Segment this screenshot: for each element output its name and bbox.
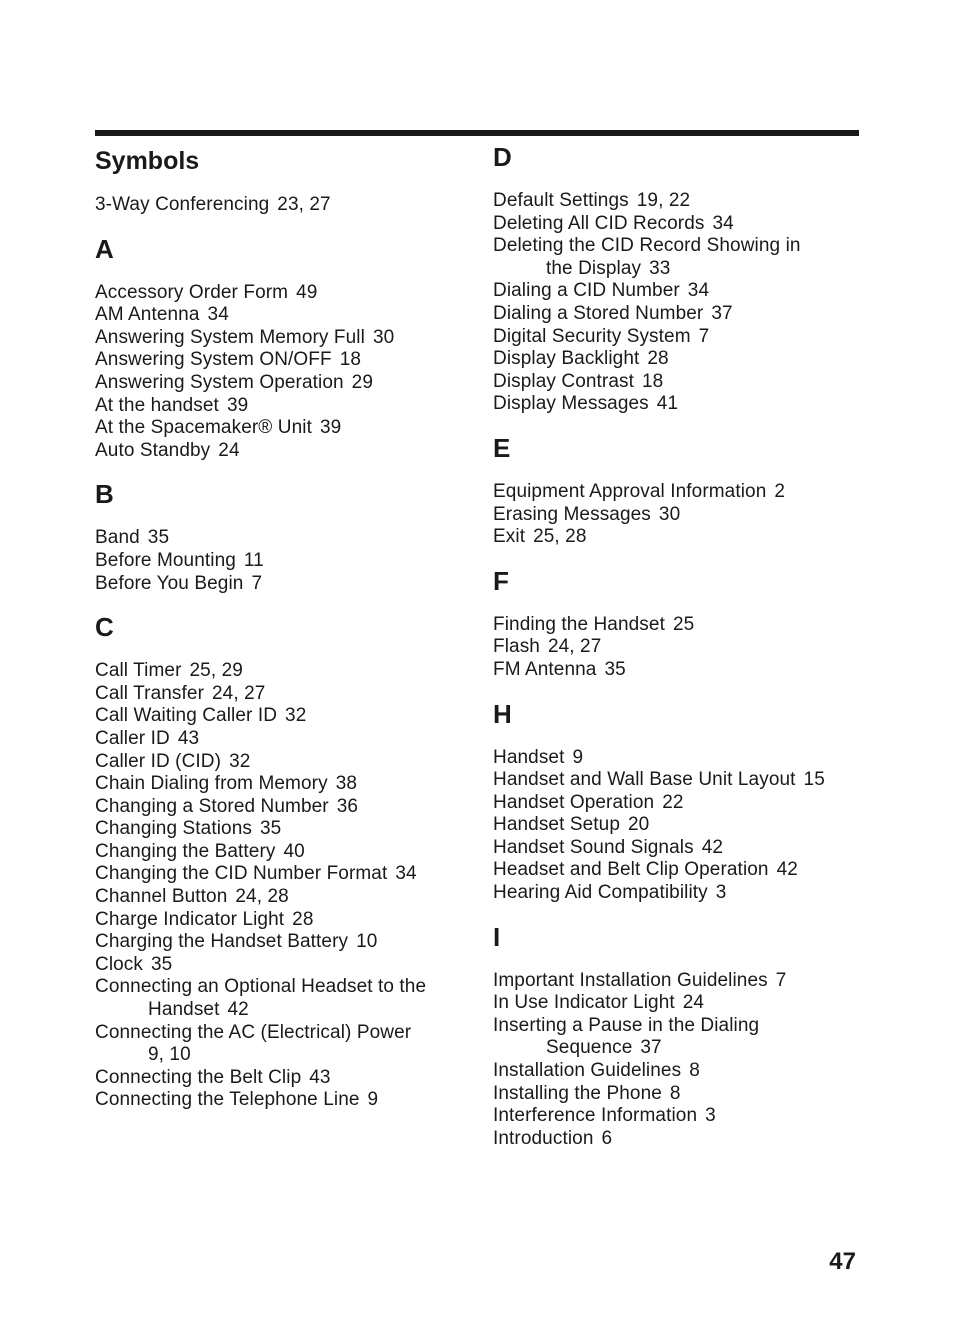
entry-term: Caller ID xyxy=(95,727,170,749)
entry-page-refs: 22 xyxy=(662,791,684,813)
entry-term: Handset and Wall Base Unit Layout xyxy=(493,769,796,791)
entry-page-refs: 24 xyxy=(682,992,705,1014)
index-entry xyxy=(493,814,859,837)
entry-page-refs: 32 xyxy=(285,705,307,727)
entry-term: Important Installation Guidelines xyxy=(493,969,768,991)
entry-page-refs: 40 xyxy=(283,840,305,862)
entry-term: Deleting the CID Record Showing in xyxy=(493,235,801,257)
index-section-symbols xyxy=(95,146,475,217)
index-entry xyxy=(95,863,475,886)
entry-term: Auto Standby xyxy=(95,439,211,461)
entry-term-continued: Sequence xyxy=(546,1037,633,1059)
index-entry xyxy=(493,481,859,504)
index-entry xyxy=(95,573,475,596)
entry-page-refs: 32 xyxy=(229,750,251,772)
entry-term: Flash xyxy=(493,636,540,658)
entry-term: Channel Button xyxy=(95,886,228,908)
section-heading: I xyxy=(493,921,501,952)
index-entry xyxy=(95,886,475,909)
index-section-c xyxy=(95,612,475,1112)
index-entry xyxy=(95,818,475,841)
entry-page-refs: 28 xyxy=(292,908,314,930)
section-heading: H xyxy=(493,698,512,729)
index-entry xyxy=(493,636,859,659)
index-entry xyxy=(493,1128,859,1151)
entry-page-refs: 34 xyxy=(207,304,229,326)
index-entry-list xyxy=(95,282,475,463)
index-entry xyxy=(95,327,475,350)
entry-page-refs: 37 xyxy=(711,302,733,324)
index-entry xyxy=(493,348,859,371)
entry-page-refs: 7 xyxy=(251,572,263,594)
entry-page-refs: 34 xyxy=(712,212,734,234)
index-entry xyxy=(493,371,859,394)
index-entry xyxy=(493,213,859,236)
entry-page-refs: 3 xyxy=(705,1105,716,1127)
index-entry xyxy=(493,792,859,815)
index-entry xyxy=(95,527,475,550)
entry-term: At the Spacemaker® Unit xyxy=(95,417,312,439)
index-entry xyxy=(493,859,859,882)
index-entry xyxy=(95,954,475,977)
entry-term-continued: Handset xyxy=(148,999,220,1021)
entry-term: Charge Indicator Light xyxy=(95,908,285,930)
index-entry xyxy=(95,1067,475,1090)
entry-term: Default Settings xyxy=(493,190,629,211)
index-entry-list xyxy=(493,614,859,682)
index-entry-list xyxy=(493,747,859,905)
index-entry-list xyxy=(95,660,475,1112)
entry-page-refs: 36 xyxy=(336,795,359,817)
entry-page-refs: 7 xyxy=(775,969,787,991)
entry-term: Accessory Order Form xyxy=(95,281,289,303)
index-entry xyxy=(493,992,859,1015)
index-entry xyxy=(95,796,475,819)
entry-page-refs: 33 xyxy=(649,257,671,279)
index-entry xyxy=(95,751,475,774)
entry-page-refs: 23, 27 xyxy=(277,194,331,215)
entry-term: Display Backlight xyxy=(493,348,640,370)
entry-page-refs: 11 xyxy=(243,549,264,571)
index-entry xyxy=(95,976,475,1021)
index-entry xyxy=(493,326,859,349)
index-entry xyxy=(493,837,859,860)
entry-term: Changing Stations xyxy=(95,818,252,840)
index-entry xyxy=(95,395,475,418)
entry-term: Call Timer xyxy=(95,660,182,682)
entry-page-refs: 8 xyxy=(689,1060,700,1082)
entry-term: Installing the Phone xyxy=(493,1082,662,1104)
entry-page-refs: 25 xyxy=(672,613,695,635)
entry-page-refs: 37 xyxy=(640,1037,662,1059)
index-entry xyxy=(493,393,859,416)
entry-term: Handset xyxy=(493,746,565,768)
index-column-left xyxy=(95,140,475,1112)
entry-term: Call Transfer xyxy=(95,682,205,704)
entry-term: In Use Indicator Light xyxy=(493,992,675,1014)
entry-term-continued: the Display xyxy=(546,257,642,279)
index-entry xyxy=(95,372,475,395)
entry-term: Answering System ON/OFF xyxy=(95,349,332,371)
entry-page-refs: 42 xyxy=(701,836,724,858)
entry-term: Clock xyxy=(95,953,144,975)
entry-term: Changing a Stored Number xyxy=(95,795,329,817)
entry-page-refs: 35 xyxy=(604,658,626,680)
entry-continuation xyxy=(95,999,475,1022)
index-entry xyxy=(493,882,859,905)
entry-page-refs: 30 xyxy=(658,503,681,525)
index-section-h xyxy=(493,699,859,905)
entry-term: Band xyxy=(95,527,140,549)
index-entry xyxy=(95,931,475,954)
index-section-a xyxy=(95,234,475,463)
entry-term: Exit xyxy=(493,526,526,548)
entry-continuation xyxy=(493,258,859,281)
entry-page-refs: 18 xyxy=(339,349,362,371)
entry-page-refs: 38 xyxy=(335,773,358,795)
entry-term: Finding the Handset xyxy=(493,613,665,635)
section-heading: F xyxy=(493,565,509,596)
entry-term: Caller ID (CID) xyxy=(95,750,222,772)
section-heading: A xyxy=(95,233,114,264)
entry-term: Connecting an Optional Headset to the xyxy=(95,976,427,998)
entry-term: Handset Operation xyxy=(493,791,655,813)
entry-page-refs: 9 xyxy=(572,746,584,768)
index-entry xyxy=(493,1015,859,1060)
index-entry xyxy=(95,194,475,217)
entry-page-refs: 6 xyxy=(601,1127,613,1149)
entry-term: Dialing a Stored Number xyxy=(493,302,704,324)
entry-term: Answering System Operation xyxy=(95,371,344,393)
index-entry xyxy=(95,440,475,463)
index-entry xyxy=(95,660,475,683)
section-heading: B xyxy=(95,479,114,510)
entry-page-refs: 35 xyxy=(147,527,170,549)
index-entry xyxy=(493,235,859,280)
index-entry xyxy=(493,747,859,770)
entry-page-refs: 10 xyxy=(356,931,378,953)
entry-page-refs: 7 xyxy=(698,325,710,347)
index-entry xyxy=(95,282,475,305)
index-entry xyxy=(493,504,859,527)
entry-term: Charging the Handset Battery xyxy=(95,931,349,953)
index-section-i xyxy=(493,922,859,1151)
section-heading: D xyxy=(493,142,512,172)
section-heading: Symbols xyxy=(95,147,200,175)
entry-page-refs: 49 xyxy=(296,281,318,303)
index-entry xyxy=(95,728,475,751)
index-entry xyxy=(95,1089,475,1112)
entry-page-refs: 43 xyxy=(177,727,200,749)
entry-term: Before You Begin xyxy=(95,572,244,594)
page-number: 47 xyxy=(829,1248,856,1275)
index-entry xyxy=(95,773,475,796)
entry-term: Interference Information xyxy=(493,1105,698,1127)
entry-term: Hearing Aid Compatibility xyxy=(493,882,708,904)
entry-term: Equipment Approval Information xyxy=(493,480,767,502)
entry-page-refs: 39 xyxy=(319,417,342,439)
index-entry xyxy=(95,349,475,372)
entry-page-refs: 19, 22 xyxy=(636,190,691,211)
entry-term: Inserting a Pause in the Dialing xyxy=(493,1014,760,1036)
entry-page-refs: 42 xyxy=(776,859,798,881)
index-section-f xyxy=(493,566,859,682)
entry-page-refs: 15 xyxy=(803,769,825,791)
index-entry xyxy=(493,614,859,637)
index-entry xyxy=(493,303,859,326)
entry-term: Connecting the Telephone Line xyxy=(95,1089,360,1111)
index-entry xyxy=(493,526,859,549)
entry-page-refs: 39 xyxy=(226,394,249,416)
entry-page-refs: 24, 28 xyxy=(235,886,289,908)
index-entry xyxy=(493,190,859,213)
index-entry xyxy=(493,1105,859,1128)
entry-page-refs: 34 xyxy=(687,280,710,302)
entry-term: Digital Security System xyxy=(493,325,691,347)
entry-term: Installation Guidelines xyxy=(493,1060,682,1082)
entry-page-refs: 30 xyxy=(372,326,395,348)
index-entry xyxy=(95,705,475,728)
entry-term: Display Messages xyxy=(493,393,649,415)
index-entry xyxy=(95,304,475,327)
entry-continuation xyxy=(95,1044,475,1067)
index-entry-list xyxy=(95,194,475,217)
entry-page-refs: 34 xyxy=(395,863,417,885)
index-entry xyxy=(493,659,859,682)
entry-term: Handset Sound Signals xyxy=(493,836,694,858)
index-entry-list xyxy=(493,190,859,416)
entry-page-refs: 29 xyxy=(351,371,373,393)
index-section-d xyxy=(493,142,859,416)
entry-page-refs: 24, 27 xyxy=(212,682,266,704)
index-entry xyxy=(95,841,475,864)
entry-term: AM Antenna xyxy=(95,304,200,326)
entry-term: Introduction xyxy=(493,1127,594,1149)
entry-page-refs: 20 xyxy=(628,814,650,836)
entry-term: Handset Setup xyxy=(493,814,620,836)
entry-page-refs: 28 xyxy=(647,348,669,370)
entry-term: Chain Dialing from Memory xyxy=(95,773,328,795)
index-entry xyxy=(493,280,859,303)
entry-page-refs: 25, 28 xyxy=(533,526,587,548)
entry-page-refs: 9, 10 xyxy=(148,1044,191,1066)
entry-continuation xyxy=(493,1037,859,1060)
index-entry xyxy=(95,550,475,573)
section-heading: C xyxy=(95,612,114,643)
entry-term: Connecting the Belt Clip xyxy=(95,1066,302,1088)
index-entry xyxy=(95,683,475,706)
entry-term: Headset and Belt Clip Operation xyxy=(493,859,769,881)
entry-page-refs: 24 xyxy=(218,439,240,461)
index-entry xyxy=(95,909,475,932)
entry-page-refs: 2 xyxy=(774,480,786,502)
entry-page-refs: 8 xyxy=(669,1082,681,1104)
index-entry-list xyxy=(493,970,859,1151)
entry-page-refs: 35 xyxy=(151,953,173,975)
entry-term: Before Mounting xyxy=(95,549,236,571)
entry-term: Changing the Battery xyxy=(95,840,276,862)
entry-page-refs: 41 xyxy=(656,393,679,415)
index-entry xyxy=(493,769,859,792)
entry-term: Connecting the AC (Electrical) Power xyxy=(95,1021,412,1043)
entry-page-refs: 35 xyxy=(259,818,282,840)
entry-term: FM Antenna xyxy=(493,658,597,680)
index-entry xyxy=(493,1060,859,1083)
index-entry-list xyxy=(493,481,859,549)
entry-page-refs: 42 xyxy=(227,999,249,1021)
section-heading: E xyxy=(493,432,511,463)
index-column-right xyxy=(493,140,859,1150)
top-rule xyxy=(95,130,859,136)
entry-page-refs: 18 xyxy=(641,370,664,392)
entry-term: Dialing a CID Number xyxy=(493,280,680,302)
entry-page-refs: 24, 27 xyxy=(547,636,602,658)
entry-term: Erasing Messages xyxy=(493,503,651,525)
entry-term: Deleting All CID Records xyxy=(493,212,705,234)
entry-page-refs: 25, 29 xyxy=(189,660,243,682)
index-entry-list xyxy=(95,527,475,595)
entry-page-refs: 43 xyxy=(309,1066,331,1088)
entry-term: At the handset xyxy=(95,394,219,416)
index-entry xyxy=(493,1083,859,1106)
entry-term: Answering System Memory Full xyxy=(95,326,365,348)
index-entry xyxy=(493,970,859,993)
index-section-e xyxy=(493,433,859,549)
entry-term: Display Contrast xyxy=(493,370,634,392)
index-section-b xyxy=(95,479,475,595)
entry-page-refs: 3 xyxy=(715,882,727,904)
entry-term: Call Waiting Caller ID xyxy=(95,705,278,727)
entry-term: 3-Way Conferencing xyxy=(95,194,270,215)
index-entry xyxy=(95,1022,475,1067)
index-entry xyxy=(95,417,475,440)
entry-page-refs: 9 xyxy=(367,1089,379,1111)
entry-term: Changing the CID Number Format xyxy=(95,863,388,885)
